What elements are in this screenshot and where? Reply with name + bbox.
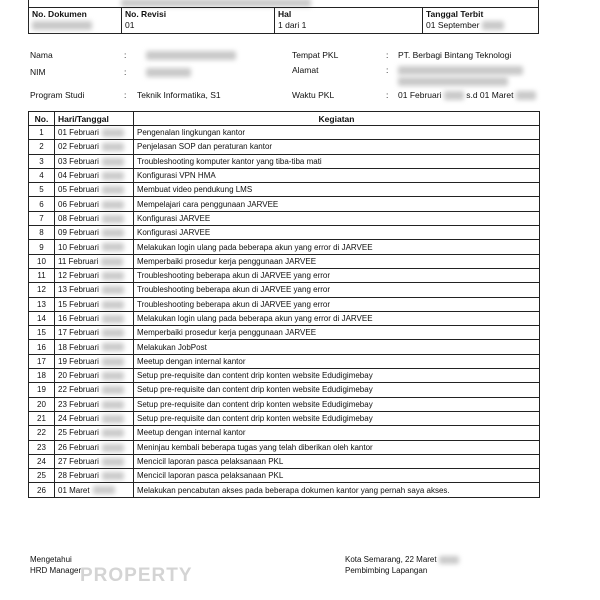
col-header-activity: Kegiatan	[134, 112, 540, 126]
row-activity: Melakukan JobPost	[134, 340, 540, 354]
table-row	[29, 154, 540, 168]
table-row	[29, 268, 540, 282]
table-header-row	[29, 112, 540, 126]
time-start: 01 Februari	[398, 90, 442, 100]
row-date-text: 22 Februari	[58, 385, 99, 395]
row-date-text: 01 Maret	[58, 485, 90, 495]
watermark: PROPERTY	[80, 565, 193, 586]
issue-date-label: Tanggal Terbit	[426, 9, 484, 19]
redacted-year	[102, 243, 124, 251]
row-date-text: 17 Februari	[58, 328, 99, 338]
address-label: Alamat	[292, 65, 319, 75]
row-date-text: 09 Februari	[58, 228, 99, 238]
row-date	[55, 354, 134, 368]
redacted-year	[93, 486, 115, 494]
table-row	[29, 211, 540, 225]
document-header	[28, 0, 539, 34]
col-header-no: No.	[29, 112, 55, 126]
redacted-year	[102, 358, 124, 366]
row-date	[55, 383, 134, 397]
table-row	[29, 297, 540, 311]
table-row	[29, 454, 540, 468]
revision-label: No. Revisi	[125, 9, 167, 19]
hrd-manager-label: HRD Manager	[30, 566, 82, 575]
program-value: Teknik Informatika, S1	[137, 90, 221, 100]
redacted-year	[102, 401, 124, 409]
row-date	[55, 426, 134, 440]
redacted-year	[102, 201, 124, 209]
redacted-year	[102, 329, 124, 337]
col-header-date: Hari/Tanggal	[55, 112, 134, 126]
row-activity: Melakukan pencabutan akses pada beberapa dokumen kantor yang pernah saya akses.	[134, 483, 540, 497]
signing-place-date: Kota Semarang, 22 Maret	[345, 555, 459, 564]
page-label: Hal	[278, 9, 292, 19]
row-date-text: 19 Februari	[58, 356, 99, 366]
row-date-text: 10 Februari	[58, 242, 99, 252]
table-row	[29, 283, 540, 297]
redacted-title	[121, 0, 311, 7]
row-activity: Pengenalan lingkungan kantor	[134, 126, 540, 140]
page-cell	[278, 9, 306, 30]
place-value: PT. Berbagi Bintang Teknologi	[398, 50, 512, 60]
row-date-text: 13 Februari	[58, 285, 99, 295]
row-date	[55, 240, 134, 254]
table-row	[29, 369, 540, 383]
row-date	[55, 168, 134, 182]
row-number: 1	[29, 126, 55, 140]
redacted-year	[102, 286, 124, 294]
redacted-year	[102, 229, 124, 237]
row-activity: Setup pre-requisite dan content drip konten website Edudigimebay	[134, 369, 540, 383]
program-label: Program Studi	[30, 90, 85, 100]
redacted-year	[102, 186, 124, 194]
row-activity: Memperbaiki prosedur kerja penggunaan JARVEE	[134, 326, 540, 340]
row-date-text: 28 Februari	[58, 471, 99, 481]
row-activity: Konfigurasi JARVEE	[134, 211, 540, 225]
row-number: 16	[29, 340, 55, 354]
time-value	[398, 90, 536, 102]
row-activity: Mempelajari cara penggunaan JARVEE	[134, 197, 540, 211]
row-number: 26	[29, 483, 55, 497]
redacted-year	[102, 272, 124, 280]
row-number: 22	[29, 426, 55, 440]
redacted-year	[101, 258, 123, 266]
row-date-text: 02 Februari	[58, 142, 99, 152]
redacted-year	[102, 301, 124, 309]
row-activity: Meninjau kembali beberapa tugas yang telah diberikan oleh kantor	[134, 440, 540, 454]
row-date-text: 18 Februari	[58, 342, 99, 352]
row-number: 3	[29, 154, 55, 168]
row-activity: Setup pre-requisite dan content drip konten website Edudigimebay	[134, 383, 540, 397]
row-number: 11	[29, 268, 55, 282]
table-row	[29, 354, 540, 368]
redacted-year	[102, 458, 124, 466]
table-row	[29, 383, 540, 397]
redacted-year	[102, 372, 124, 380]
table-row	[29, 483, 540, 497]
table-row	[29, 183, 540, 197]
row-date-text: 12 Februari	[58, 271, 99, 281]
doc-number-cell	[32, 9, 92, 30]
table-row	[29, 326, 540, 340]
row-activity: Troubleshooting beberapa akun di JARVEE yang error	[134, 268, 540, 282]
row-date	[55, 140, 134, 154]
redacted-year	[102, 315, 124, 323]
row-date-text: 03 Februari	[58, 156, 99, 166]
redacted-address-1	[398, 66, 523, 75]
row-activity: Mencicil laporan pasca pelaksanaan PKL	[134, 469, 540, 483]
table-row	[29, 311, 540, 325]
row-date	[55, 197, 134, 211]
table-row	[29, 426, 540, 440]
row-date-text: 20 Februari	[58, 371, 99, 381]
issue-date-value: 01 September	[426, 20, 480, 30]
row-date-text: 16 Februari	[58, 314, 99, 323]
row-date	[55, 226, 134, 240]
name-label: Nama	[30, 50, 53, 60]
row-activity: Konfigurasi JARVEE	[134, 226, 540, 240]
redacted-year	[102, 172, 124, 180]
redacted-nim	[146, 68, 191, 77]
row-date	[55, 340, 134, 354]
row-number: 24	[29, 454, 55, 468]
row-number: 2	[29, 140, 55, 154]
row-date	[55, 369, 134, 383]
table-row	[29, 197, 540, 211]
redacted-doc-number	[32, 21, 92, 30]
row-date	[55, 454, 134, 468]
field-supervisor-label: Pembimbing Lapangan	[345, 566, 428, 575]
page-value: 1 dari 1	[278, 20, 307, 30]
row-activity: Penjelasan SOP dan peraturan kantor	[134, 140, 540, 154]
revision-cell	[125, 9, 166, 30]
row-date-text: 15 Februari	[58, 299, 99, 309]
row-number: 7	[29, 211, 55, 225]
row-number: 21	[29, 411, 55, 425]
row-date	[55, 411, 134, 425]
row-date	[55, 254, 134, 268]
row-activity: Troubleshooting beberapa akun di JARVEE yang error	[134, 297, 540, 311]
acknowledged-label: Mengetahui	[30, 555, 72, 564]
row-number: 20	[29, 397, 55, 411]
redacted-year	[102, 143, 124, 151]
activity-log-table	[28, 111, 540, 498]
redacted-year	[102, 444, 124, 452]
table-row	[29, 226, 540, 240]
redacted-year	[444, 91, 464, 100]
row-number: 13	[29, 297, 55, 311]
table-row	[29, 469, 540, 483]
place-label: Tempat PKL	[292, 50, 339, 60]
row-date-text: 04 Februari	[58, 171, 99, 181]
row-number: 5	[29, 183, 55, 197]
row-activity: Troubleshooting komputer kantor yang tiba-tiba mati	[134, 154, 540, 168]
table-row	[29, 240, 540, 254]
table-row	[29, 340, 540, 354]
row-date-text: 11 Februari	[58, 256, 99, 266]
row-activity: Memperbaiki prosedur kerja penggunaan JARVEE	[134, 254, 540, 268]
row-date-text: 23 Februari	[58, 399, 99, 409]
row-date	[55, 268, 134, 282]
redacted-year	[102, 343, 124, 351]
row-date	[55, 311, 134, 325]
redacted-year	[102, 386, 124, 394]
row-date	[55, 397, 134, 411]
row-number: 10	[29, 254, 55, 268]
table-row	[29, 254, 540, 268]
doc-number-label: No. Dokumen	[32, 9, 87, 19]
row-activity: Melakukan login ulang pada beberapa akun yang error di JARVEE	[134, 240, 540, 254]
table-row	[29, 411, 540, 425]
time-separator: s.d 01 Maret	[466, 90, 514, 100]
row-number: 4	[29, 168, 55, 182]
table-row	[29, 397, 540, 411]
row-number: 18	[29, 369, 55, 383]
redacted-year	[439, 556, 459, 564]
row-number: 14	[29, 311, 55, 325]
row-activity: Meetup dengan internal kantor	[134, 354, 540, 368]
row-date	[55, 440, 134, 454]
row-activity: Setup pre-requisite dan content drip konten website Edudigimebay	[134, 411, 540, 425]
row-date-text: 25 Februari	[58, 428, 99, 438]
table-row	[29, 126, 540, 140]
row-date	[55, 283, 134, 297]
row-date-text: 08 Februari	[58, 213, 99, 223]
redacted-year	[102, 429, 124, 437]
redacted-name	[146, 51, 236, 60]
row-activity: Meetup dengan internal kantor	[134, 426, 540, 440]
time-label: Waktu PKL	[292, 90, 335, 100]
row-activity: Troubleshooting beberapa akun di JARVEE yang error	[134, 283, 540, 297]
row-date	[55, 326, 134, 340]
row-date-text: 26 Februari	[58, 442, 99, 452]
row-date	[55, 126, 134, 140]
redacted-year	[102, 472, 124, 480]
row-date	[55, 183, 134, 197]
row-number: 25	[29, 469, 55, 483]
row-number: 6	[29, 197, 55, 211]
table-row	[29, 140, 540, 154]
table-row	[29, 440, 540, 454]
row-date-text: 05 Februari	[58, 185, 99, 195]
row-date	[55, 297, 134, 311]
row-date	[55, 483, 134, 497]
redacted-year	[102, 129, 124, 137]
row-number: 8	[29, 226, 55, 240]
row-number: 19	[29, 383, 55, 397]
table-row	[29, 168, 540, 182]
row-date	[55, 469, 134, 483]
row-date-text: 01 Februari	[58, 128, 99, 138]
row-activity: Setup pre-requisite dan content drip konten website Edudigimebay	[134, 397, 540, 411]
row-date-text: 24 Februari	[58, 414, 99, 424]
row-activity: Melakukan login ulang pada beberapa akun yang error di JARVEE	[134, 311, 540, 325]
row-activity: Mencicil laporan pasca pelaksanaan PKL	[134, 454, 540, 468]
redacted-year	[102, 158, 124, 166]
row-date	[55, 211, 134, 225]
issue-date-cell	[426, 9, 504, 30]
redacted-year	[102, 215, 124, 223]
row-activity: Membuat video pendukung LMS	[134, 183, 540, 197]
redacted-year	[516, 91, 536, 100]
row-date-text: 06 Februari	[58, 199, 99, 209]
row-number: 23	[29, 440, 55, 454]
row-date-text: 27 Februari	[58, 456, 99, 466]
row-date	[55, 154, 134, 168]
row-number: 9	[29, 240, 55, 254]
row-number: 12	[29, 283, 55, 297]
row-number: 17	[29, 354, 55, 368]
nim-label: NIM	[30, 67, 46, 77]
row-activity: Konfigurasi VPN HMA	[134, 168, 540, 182]
redacted-year	[482, 21, 504, 30]
revision-value: 01	[125, 20, 135, 30]
redacted-address-2	[398, 77, 508, 86]
redacted-year	[102, 415, 124, 423]
row-number: 15	[29, 326, 55, 340]
